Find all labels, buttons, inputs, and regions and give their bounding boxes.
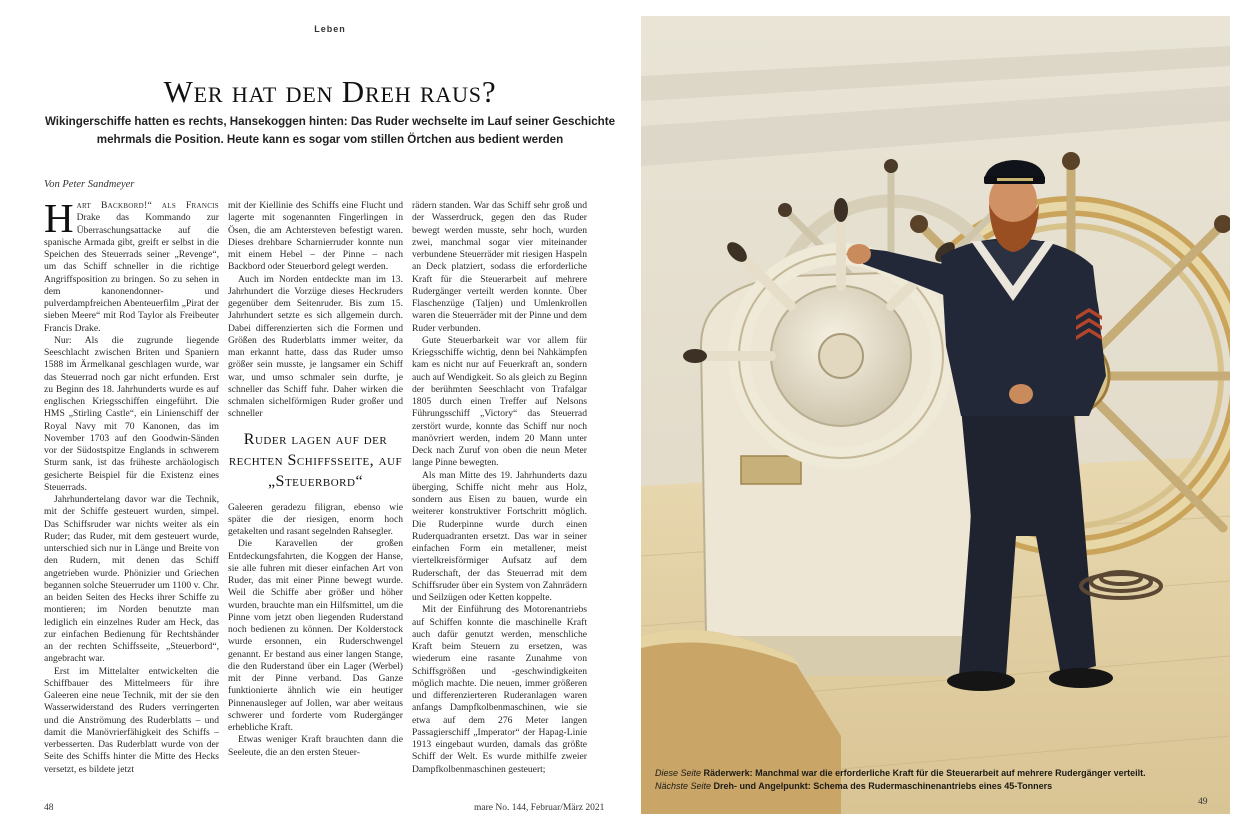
lead-caps: art Backbord!“ als Francis — [76, 200, 219, 211]
paragraph: Erst im Mittelalter entwickelten die Schiffbauer des Mittelmeers für ihre Galeeren eine neue Technik, mit der sie den Wasserwiderstand des Ruders verringerten und die Anströmung des Ruderblatts – und damit die Manövrierfähigkeit des Schiffs – verbesserten. Das Ruderblatt wurde von der Seite des Schiffs hinter die Mitte des Hecks versetzt, es bildete jetzt — [44, 665, 219, 775]
paragraph: Nur: Als die zugrunde liegende Seeschlacht zwischen Briten und Spaniern 1588 im Ärmelkanal geschlagen wurde, war das Steuerrad noch gar nicht erfunden. Erst zu Beginn des 18. Jahrhunderts wurde es auf englischen Kriegsschiffen eingeführt. Die HMS „Stirling Castle“, ein Linienschiff der Royal Navy mit 70 Kanonen, das im November 1703 auf den Goodwin-Sänden vor der Südostspitze Englands in schwerem Sturm sank, ist das früheste archäologisch gesicherte Beispiel für die Existenz eines Steuerrads. — [44, 334, 219, 493]
caption-line-1 — [655, 767, 1195, 780]
sailor-at-wheel-illustration — [641, 16, 1230, 814]
text-column-3 — [412, 200, 587, 797]
headline: Wer hat den Dreh raus? — [163, 74, 497, 109]
right-shoe — [1049, 668, 1113, 688]
paragraph: Galeeren geradezu filigran, ebenso wie später die der riesigen, enorm hoch getakelten und rasant segelnden Rahsegler. — [228, 501, 403, 537]
page-number-right: 49 — [1198, 797, 1208, 807]
lead-paragraph — [44, 200, 219, 335]
dropcap: H — [44, 200, 74, 241]
paragraph: mit der Kiellinie des Schiffs eine Flucht und lagerte mit sogenannten Fingerlingen in Ösen, die am Achtersteven befestigt waren. Dieses drehbare Scharnierruder konnte nun mit einem Hebel – der Pinne – nach Backbord oder Steuerbord gelegt werden. — [228, 200, 403, 273]
caption-text-this-page: Räderwerk: Manchmal war die erforderliche Kraft für die Steuerarbeit auf mehrere Rudergänger verteilt. — [703, 768, 1146, 778]
deck-text: Wikingerschiffe hatten es rechts, Hansekoggen hinten: Das Ruder wechselte im Lauf seiner Geschichte mehrmals die Position. Heute kann es sogar vom stillen Örtchen aus bedient werden — [44, 115, 616, 146]
left-shoe — [947, 671, 1015, 691]
text-column-2 — [228, 200, 403, 797]
page-number-left: 48 — [44, 803, 54, 813]
image-caption — [655, 767, 1195, 793]
byline: Von Peter Sandmeyer — [44, 179, 135, 190]
issue-line: mare No. 144, Februar/März 2021 — [474, 803, 605, 813]
paragraph: rädern standen. War das Schiff sehr groß und der Wasserdruck, gegen den das Ruder bewegt werden musste, sehr hoch, wurden zwei, manchmal sogar vier miteinander verbundene Steuerräder mit riesigen Haspeln an Deck platziert, sodass die erforderliche Kraft für die Steuerarbeit auf mehrere Rudergänger verteilt werden konnte. Über Flaschenzüge (Taljen) und Umlenkrollen waren die Steuerräder mit der Pinne und dem Ruder verbunden. — [412, 200, 587, 334]
paragraph: Als man Mitte des 19. Jahrhunderts dazu überging, Schiffe nicht mehr aus Holz, sondern aus Eisen zu bauen, wurde ein weiterer konstruktiver Fortschritt möglich. Die Ruderpinne wurde durch einen Ruderquadranten ersetzt. Das war in seiner einfachen Form ein metallener, meist viertelkreisförmiger Aufsatz auf dem Ruderschaft, der das Steuerrad mit dem Schiffsruder über ein System von Zahnrädern und Seilzügen oder Ketten koppelte. — [412, 469, 587, 603]
illustration-svg — [641, 16, 1230, 814]
right-hand — [1009, 384, 1033, 404]
caption-text-next-page: Dreh- und Angelpunkt: Schema des Rudermaschinenantriebs eines 45-Tonners — [713, 781, 1053, 791]
paragraph: Gute Steuerbarkeit war vor allem für Kriegsschiffe wichtig, denn bei Nahkämpfen kam es nicht nur auf Feuerkraft an, sondern auch auf Wendigkeit. So als gleich zu Beginn der berühmten Seeschlacht von Trafalgar 1805 durch einen Treffer auf Nelsons Führungsschiff „Victory“ das Steuerrad zerstört wurde, konnte das Schiff nur noch manövriert werden, indem 20 Mann unter Deck nach Zuruf von oben die neun Meter lange Pinne bewegten. — [412, 334, 587, 469]
caption-line-2 — [655, 780, 1195, 793]
section-label: Leben — [314, 24, 346, 34]
caption-label-next-page: Nächste Seite — [655, 781, 712, 791]
caption-label-this-page: Diese Seite — [655, 768, 702, 778]
text-column-1 — [44, 200, 219, 797]
right-page — [625, 0, 1250, 834]
paragraph: Auch im Norden entdeckte man im 13. Jahrhundert die Vorzüge dieses Heckruders gegenüber dem Seitenruder. Bis zum 15. Jahrhundert setzte es sich allgemein durch. Dabei differenzierten sich die Formen und Größen des Ruderblatts immer weiter, da man erkannt hatte, dass das Ruder umso größer sein musste, je langsamer ein Schiff war, und umso schmaler sein durfte, je schneller das Schiff fuhr. Daher wirken die schmalen sichelförmigen Ruder großer und schneller — [228, 273, 403, 420]
left-hand — [847, 244, 871, 264]
paragraph: Mit der Einführung des Motorenantriebs auf Schiffen konnte die maschinelle Kraft auch dafür genutzt werden, menschliche Kraft beim Steuern zu ersetzen, was wiederum eine rasante Zunahme von Schiffsgrößen und -geschwindigkeiten möglich machte. Die neuen, immer größeren und differenzierteren Ruderanlagen waren anfangs Dampfkolbenmaschinen, wie sie etwa auf dem 276 Meter langen Passagierschiff „Imperator“ der Hapag-Linie 1913 eingebaut wurden, damals das größte Schiff der Welt. Es wurde mithilfe zweier Dampfkolbenmaschinen gesteuert; — [412, 604, 587, 775]
paragraph: Die Karavellen der großen Entdeckungsfahrten, die Koggen der Hanse, sie alle fuhren mit dieser einfachen Art von Ruder, das mit einer Pinne bewegt wurde. Weil die Schiffe aber größer und höher wurden, brauchte man ein Hilfsmittel, um die Pinne vom jetzt oben liegenden Ruderstand noch bedienen zu können. Der Kolderstock wurde ersonnen, ein Ruderschwengel genannt. Er bestand aus einer langen Stange, die den Ruderstand über ein Lager (Werbel) mit der Pinne verband. Das Ganze funktionierte ähnlich wie ein heutiger Pinnenausleger auf Jollen, war aber weitaus schwerer und forderte vom Rudergänger erhebliche Kraft. — [228, 538, 403, 733]
paragraph: Etwas weniger Kraft brauchten dann die Seeleute, die an den ersten Steuer- — [228, 734, 403, 758]
paragraph: Jahrhundertelang davor war die Technik, mit der Schiffe gesteuert wurden, simpel. Das Schiffsruder war nichts weiter als ein Ruder; das Ruder, mit dem gesteuert wurde, unterschied sich nur in Länge und Breite von den Rudern, mit denen das Schiff angetrieben wurde. Phönizier und Griechen begannen solche Steuerruder um 1100 v. Chr. an beiden Seiten des Hecks ihrer Schiffe zu montieren; im Norden benutzte man lediglich ein einzelnes Ruder am Heck, das zur einfachen Bedienung für Rechtshänder an der rechten Schiffsseite, „Steuerbord“, angebracht war. — [44, 494, 219, 665]
paragraph: Drake das Kommando zur Überraschungsattacke auf die spanische Armada gibt, greift er selbst in die Speichen des Steuerrads seiner „Revenge“, um das Schiff schneller in die richtige Angriffsposition zu bringen. So zu sehen in dem kanonendonner- und pulverdampfreichen Abenteuerfilm „Pirat der sieben Meere“ mit Rod Taylor als Freibeuter Francis Drake. — [44, 212, 219, 334]
brass-plate — [741, 456, 801, 484]
subheading: Ruder lagen auf der rechten Schiffsseite, auf „Steuerbord“ — [228, 430, 403, 490]
